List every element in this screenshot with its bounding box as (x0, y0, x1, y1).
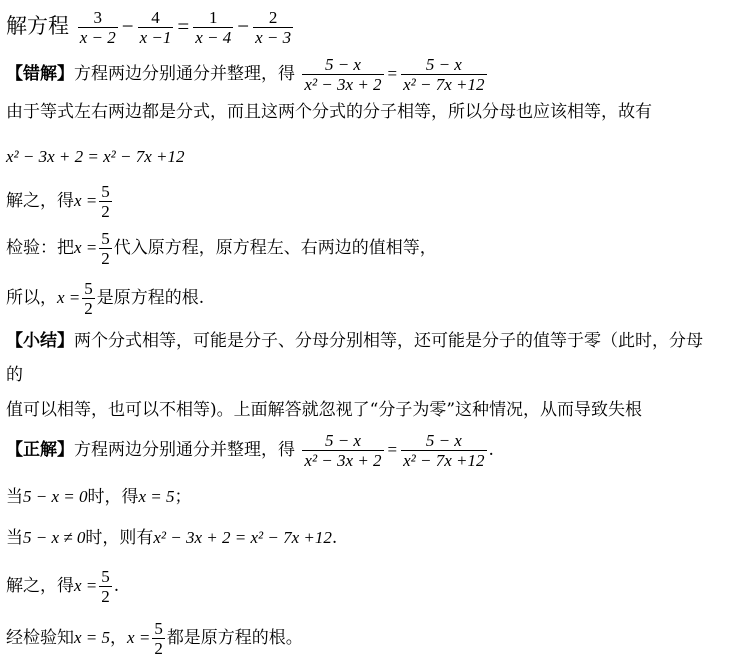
equation: x² − 3x + 2 = x² − 7x +12 (6, 147, 185, 166)
wrong-solution-tag: 【错解】 (6, 64, 74, 84)
fraction: $\frac{5}{2}$ (101, 229, 110, 268)
wrong-solution-text: 方程两边分别通分并整理，得 (74, 64, 295, 84)
fraction: $\frac{5}{2}$ (84, 279, 93, 318)
problem-label: 解方程 (6, 14, 69, 38)
minus-sign: − (121, 14, 134, 38)
equals-sign: = (177, 14, 190, 38)
fraction: $\frac{4}{x -1}$ (139, 8, 172, 47)
correct-solution-line: 【正解】方程两边分别通分并整理，得 $\frac{5 - x}{\text{x² − 3x + 2}}$ = $\frac{5 - x}{\text{x² − 7x +12}}$ . (6, 431, 494, 470)
fraction: $\frac{5 - x}{\text{x² − 3x + 2}}$ (304, 55, 382, 94)
fraction: $\frac{5 - x}{\text{x² − 7x +12}}$ (403, 55, 485, 94)
fraction: $\frac{5 - x}{\text{x² − 3x + 2}}$ (304, 431, 382, 470)
wrong-solution-line: 【错解】方程两边分别通分并整理，得 $\frac{5 - x}{\text{x² − 3x + 2}}$ = $\frac{5 - x}{\text{x² − 7x +12}}$ (6, 55, 485, 94)
check-line: 检验：把x = $\frac{5}{2}$ 代入原方程，原方程左、右两边的值相等， (6, 229, 437, 268)
reason-text: 由于等式左右两边都是分式，而且这两个分式的分子相等，所以分母也应该相等，故有 (6, 102, 652, 122)
final-line: 经检验知x = 5，x = $\frac{5}{2}$ 都是原方程的根。 (6, 619, 303, 658)
correct-solution-tag: 【正解】 (6, 440, 74, 460)
summary-line: 值可以相等，也可以不相等)。上面解答就忽视了“分子为零”这种情况，从而导致失根 (6, 400, 643, 420)
fraction: $\frac{5 - x}{\text{x² − 7x +12}}$ (403, 431, 485, 470)
problem-line (6, 8, 295, 47)
solve-line: 解之，得x = $\frac{5}{2}$ (6, 182, 110, 221)
fraction: $\frac{5}{2}$ (154, 619, 163, 658)
summary-tag: 【小结】 (6, 331, 74, 351)
correct-solve-line: 解之，得x = $\frac{5}{2}$ . (6, 567, 120, 606)
fraction: $\frac{1}{x - 4}$ (195, 8, 232, 47)
fraction: $\frac{2}{x - 3}$ (255, 8, 292, 47)
summary-line: 【小结】两个分式相等，可能是分子、分母分别相等，还可能是分子的值等于零（此时，分母 (6, 331, 703, 351)
minus-sign: − (237, 14, 250, 38)
fraction: $\frac{3}{x - 2}$ (79, 8, 116, 47)
fraction: $\frac{5}{2}$ (101, 182, 110, 221)
case1-line: 当5 − x = 0时，得x = 5； (6, 487, 192, 507)
fraction: $\frac{5}{2}$ (101, 567, 110, 606)
so-line: 所以，x = $\frac{5}{2}$ 是原方程的根. (6, 279, 205, 318)
case2-line: 当5 − x ≠ 0时，则有x² − 3x + 2 = x² − 7x +12. (6, 528, 338, 548)
summary-line: 的 (6, 365, 23, 385)
